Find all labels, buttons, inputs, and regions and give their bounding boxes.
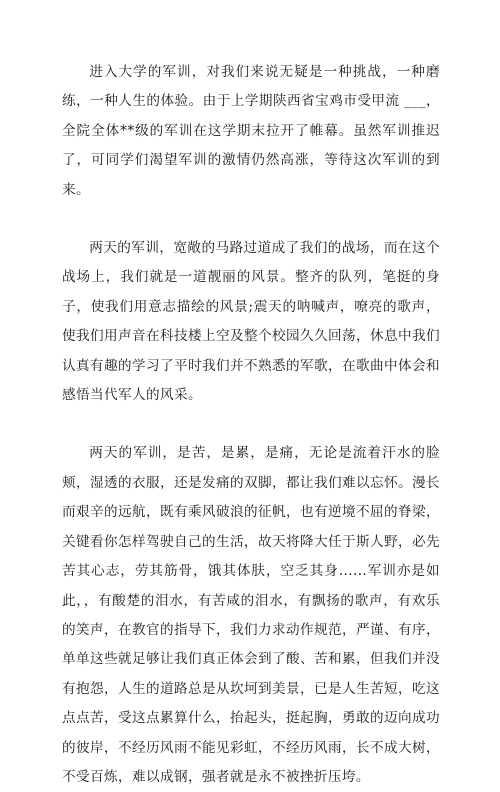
document-body xyxy=(62,58,440,792)
paragraph-3: 两天的军训，是苦，是累，是痛，无论是流着汗水的脸颊，湿透的衣服，还是发痛的双脚，都让我们难以忘怀。漫长而艰辛的远航，既有乘风破浪的征帆，也有逆境不屈的脊梁，关键看你怎样驾驶自己的生活，故天将降大任于斯人野，必先苦其心志，劳其筋骨，饿其体肤，空乏其身......军训亦是如此，，有酸楚的泪水，有苦咸的泪水，有飘扬的歌声，有欢乐的笑声，在教官的指导下，我们力求动作规范，严谨、有序，单单这些就足够让我们真正体会到了酸、苦和累，但我们并没有抱怨，人生的道路总是从坎坷到美景，已是人生苦短，吃这点点苦，受这点累算什么，抬起头，挺起胸，勇敢的迈向成功的彼岸，不经历风雨不能见彩虹，不经历风雨，长不成大树，不受百炼，难以成钢，强者就是永不被挫折压垮。 xyxy=(62,445,440,785)
paragraph-2: 两天的军训，宽敞的马路过道成了我们的战场，而在这个战场上，我们就是一道靓丽的风景。整齐的队列，笔挺的身子，使我们用意志描绘的风景;震天的呐喊声，嘹亮的歌声，使我们用声音在科技楼上空及整个校园久久回荡，休息中我们认真有趣的学习了平时我们并不熟悉的军歌，在歌曲中体会和感悟当代军人的风采。 xyxy=(62,240,440,404)
paragraph-1: 进入大学的军训，对我们来说无疑是一种挑战，一种磨练，一种人生的体验。由于上学期陕西省宝鸡市受甲流 ___，全院全体**级的军训在这学期末拉开了帷幕。虽然军训推迟了，可同学们渴望军训的激情仍然高涨，等待这次军训的到来。 xyxy=(62,64,440,198)
